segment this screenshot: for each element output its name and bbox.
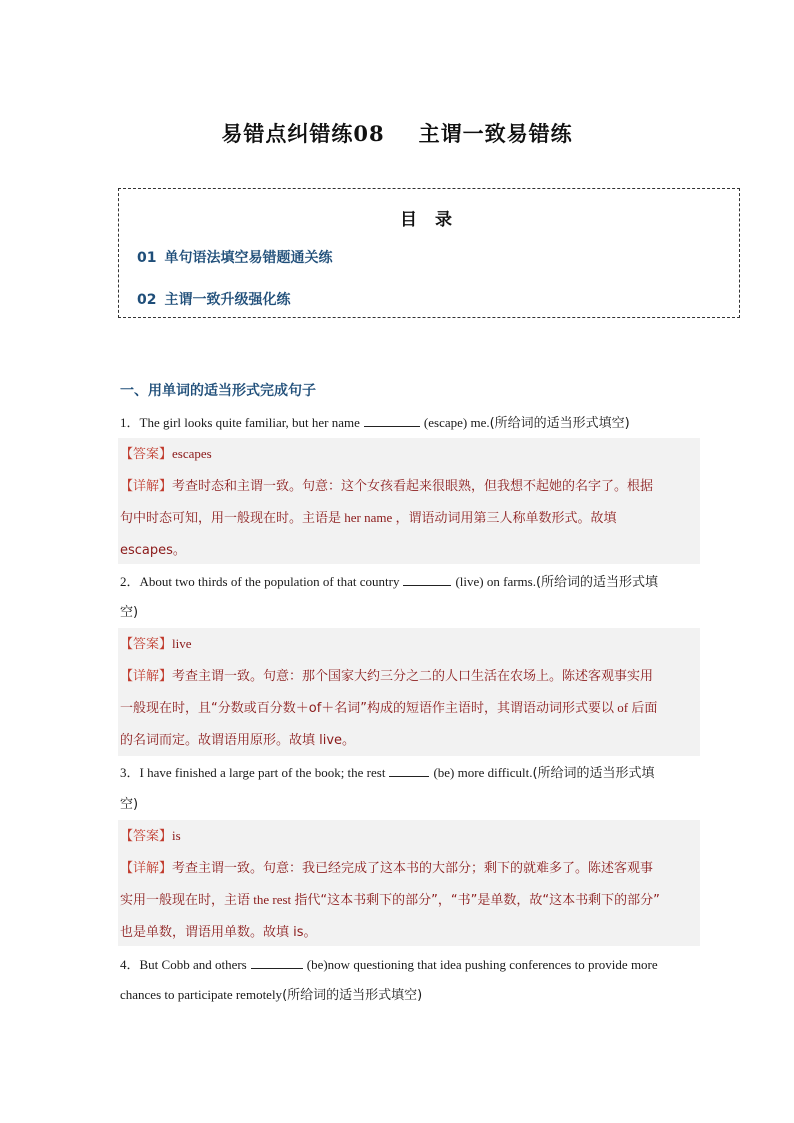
detail-row (120, 510, 617, 527)
answer-blank (251, 956, 303, 969)
answer-row (120, 636, 192, 653)
answer-box-1 (118, 438, 700, 564)
question-instruction: (所给词的适当形式填 (535, 575, 659, 590)
detail-text: 考查主谓一致。句意：我已经完成了这本书的大部分；剩下的就难多了。陈述客观事 (172, 861, 654, 876)
detail-tag: 【详解】 (120, 861, 173, 876)
question-text: 1．The girl looks quite familiar, but her name (120, 415, 360, 430)
question-4 (120, 956, 700, 973)
answer-row (120, 446, 212, 463)
answer-value: is (172, 828, 181, 843)
page-title (0, 118, 794, 148)
detail-text: 考查主谓一致。句意：那个国家大约三分之二的人口生活在农场上。陈述客观事实用 (172, 669, 654, 684)
question-1 (120, 414, 700, 432)
question-2-cont (120, 604, 700, 621)
detail-row (120, 892, 660, 909)
question-text: 3．I have finished a large part of the book; the rest (120, 765, 386, 780)
answer-row (120, 828, 181, 845)
detail-row (120, 700, 657, 717)
title-left: 易错点纠错练08 (221, 121, 385, 146)
detail-text: 也是单数，谓语用单数。故填 is。 (120, 925, 317, 940)
answer-blank (364, 414, 420, 427)
detail-row (120, 478, 653, 495)
detail-text: 一般现在时，且“分数或百分数＋of＋名词”构成的短语作主语时，其谓语动词形式要以 (120, 701, 615, 716)
question-instruction: (所给词的适当形式填空) (489, 416, 630, 431)
detail-row (120, 542, 186, 559)
section-title: 一、用单词的适当形式完成句子 (120, 383, 316, 399)
answer-box-2 (118, 628, 700, 756)
title-right: 主谓一致易错练 (418, 121, 573, 146)
table-of-contents (118, 188, 740, 318)
question-text: (be)now questioning that idea pushing conferences to provide more (306, 957, 658, 972)
answer-tag: 【答案】 (120, 447, 173, 462)
detail-text: 实用一般现在时，主语 (120, 893, 251, 908)
detail-text: 句中时态可知，用一般现在时。主语是 (120, 511, 342, 526)
detail-row (120, 668, 653, 685)
question-2 (120, 573, 700, 591)
detail-text: 后面 (631, 701, 658, 716)
question-3-cont (120, 796, 700, 813)
question-instruction: (所给词的适当形式填空) (282, 988, 423, 1003)
detail-tag: 【详解】 (120, 479, 173, 494)
detail-row (120, 860, 653, 877)
toc-item-number: 01 (137, 250, 157, 266)
question-text: chances to participate remotely (120, 987, 283, 1002)
detail-row (120, 924, 317, 941)
question-3 (120, 764, 700, 782)
toc-heading: 目 录 (400, 210, 458, 230)
question-4-cont (120, 987, 700, 1004)
detail-row (120, 732, 355, 749)
detail-text: 考查时态和主谓一致。句意：这个女孩看起来很眼熟，但我想不起她的名字了。根据 (172, 479, 654, 494)
question-text: 4．But Cobb and others (120, 957, 247, 972)
detail-text: ，谓语动词用第三人称单数形式。故填 (395, 511, 617, 526)
question-text: (be) more difficult. (433, 765, 533, 780)
detail-text: the rest (250, 892, 295, 907)
question-text: (live) on farms. (455, 574, 536, 589)
answer-box-3 (118, 820, 700, 946)
question-instruction: 空) (120, 605, 139, 620)
answer-blank (403, 573, 451, 586)
toc-item-01[interactable] (137, 247, 332, 267)
answer-tag: 【答案】 (120, 829, 173, 844)
toc-item-02[interactable] (137, 289, 290, 309)
detail-text: of (614, 700, 632, 715)
toc-item-number: 02 (137, 292, 157, 308)
detail-text: 指代“这本书剩下的部分”，“书”是单数，故“这本书剩下的部分” (294, 893, 660, 908)
detail-tag: 【详解】 (120, 669, 173, 684)
question-text: 2．About two thirds of the population of that country (120, 574, 400, 589)
detail-text: 的名词而定。故谓语用原形。故填 live。 (120, 733, 356, 748)
detail-text: her name (341, 510, 396, 525)
answer-blank (389, 764, 429, 777)
answer-value: live (172, 636, 192, 651)
question-instruction: 空) (120, 797, 139, 812)
question-instruction: (所给词的适当形式填 (532, 766, 655, 781)
answer-tag: 【答案】 (120, 637, 173, 652)
detail-text: escapes。 (120, 543, 186, 558)
answer-value: escapes (172, 446, 212, 461)
toc-item-label: 主谓一致升级强化练 (164, 292, 291, 308)
question-text: (escape) me. (423, 415, 490, 430)
toc-item-label: 单句语法填空易错题通关练 (164, 250, 333, 266)
